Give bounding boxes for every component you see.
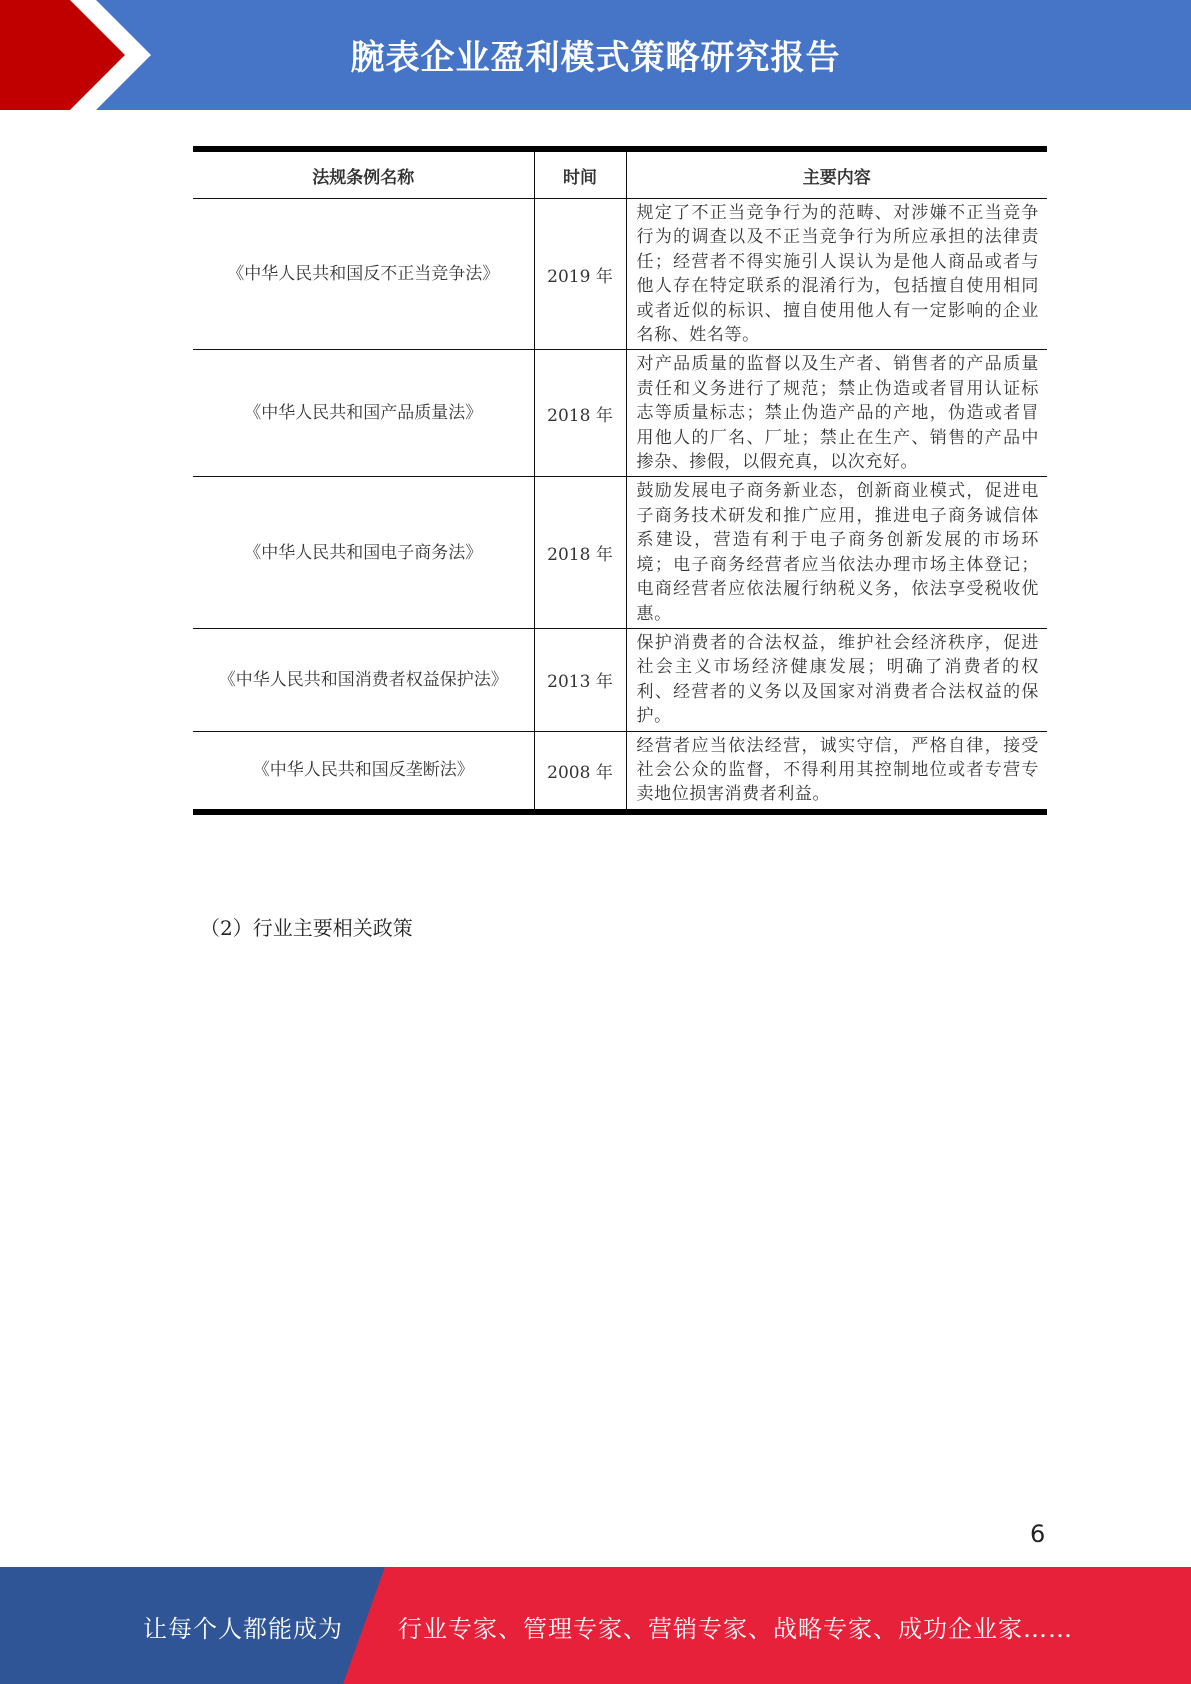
regulation-year: 2019 年 (534, 199, 626, 350)
footer-slogan-right: 行业专家、管理专家、营销专家、战略专家、成功企业家…… (398, 1615, 1073, 1643)
table-row (193, 199, 1047, 350)
page-header (0, 0, 1191, 110)
table-row (193, 731, 1047, 812)
column-header-content: 主要内容 (626, 149, 1047, 199)
document-title: 腕表企业盈利模式策略研究报告 (350, 38, 841, 78)
regulation-year: 2008 年 (534, 731, 626, 812)
section-heading: （2）行业主要相关政策 (200, 916, 413, 940)
regulation-content: 对产品质量的监督以及生产者、销售者的产品质量责任和义务进行了规范；禁止伪造或者冒用认证标志等质量标志；禁止伪造产品的产地，伪造或者冒用他人的厂名、厂址；禁止在生产、销售的产品中掺杂、掺假，以假充真，以次充好。 (626, 350, 1047, 477)
regulation-name: 《中华人民共和国产品质量法》 (193, 350, 534, 477)
regulation-content: 保护消费者的合法权益，维护社会经济秩序，促进社会主义市场经济健康发展；明确了消费者的权利、经营者的义务以及国家对消费者合法权益的保护。 (626, 628, 1047, 731)
regulation-content: 规定了不正当竞争行为的范畴、对涉嫌不正当竞争行为的调查以及不正当竞争行为所应承担的法律责任；经营者不得实施引人误认为是他人商品或者与他人存在特定联系的混淆行为，包括擅自使用相同或者近似的标识、擅自使用他人有一定影响的企业名称、姓名等。 (626, 199, 1047, 350)
regulation-name: 《中华人民共和国反垄断法》 (252, 760, 474, 781)
regulation-name: 《中华人民共和国反不正当竞争法》 (193, 199, 534, 350)
table-row (193, 477, 1047, 628)
footer-slogan-left: 让每个人都能成为 (143, 1615, 343, 1643)
regulation-year: 2018 年 (534, 477, 626, 628)
regulation-name: 《中华人民共和国电子商务法》 (193, 477, 534, 628)
regulation-name: 《中华人民共和国消费者权益保护法》 (193, 628, 534, 731)
column-header-year: 时间 (534, 149, 626, 199)
table-row (193, 628, 1047, 731)
regulation-year: 2018 年 (534, 350, 626, 477)
page-number: 6 (1030, 1520, 1046, 1548)
regulation-year: 2013 年 (534, 628, 626, 731)
page-footer (0, 1567, 1191, 1684)
table-header-row (193, 149, 1047, 199)
column-header-name: 法规条例名称 (193, 149, 534, 199)
regulation-content: 鼓励发展电子商务新业态，创新商业模式，促进电子商务技术研发和推广应用，推进电子商务诚信体系建设，营造有利于电子商务创新发展的市场环境；电子商务经营者应当依法办理市场主体登记；电商经营者应依法履行纳税义务，依法享受税收优惠。 (626, 477, 1047, 628)
regulations-table (193, 146, 1047, 815)
regulation-content: 经营者应当依法经营，诚实守信，严格自律，接受社会公众的监督，不得利用其控制地位或者专营专卖地位损害消费者利益。 (626, 731, 1047, 812)
table-row (193, 350, 1047, 477)
